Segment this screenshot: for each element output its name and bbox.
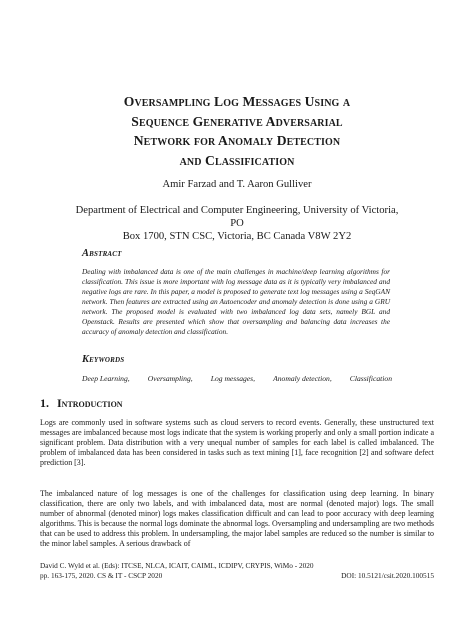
authors: Amir Farzad and T. Aaron Gulliver xyxy=(162,179,312,190)
keywords-heading: Keywords xyxy=(82,354,125,365)
keyword: Anomaly detection, xyxy=(273,374,332,383)
section-number: 1. xyxy=(40,396,49,410)
title-line: Oversampling Log Messages Using a xyxy=(123,94,351,109)
title-line: Network for Anomaly Detection xyxy=(133,133,341,148)
keyword: Deep Learning, xyxy=(82,374,130,383)
body-paragraph: Logs are commonly used in software systems such as cloud servers to record events. Generally, these unstructured text messages are imbalanced because most logs indicate that the system is working properly and only a small portion indicate a significant problem. Data distribution with a very unequal number of samples for each label is called imbalanced. The problem of imbalanced data has been considered in tasks such as text mining [1], face recognition [2] and software defect prediction [3]. xyxy=(40,418,434,468)
title-line: and Classification xyxy=(179,152,295,168)
footer-proceedings: David C. Wyld et al. (Eds): ITCSE, NLCA, ICAIT, CAIML, ICDIPV, CRYPIS, WiMo - 2020 xyxy=(40,561,314,570)
body-paragraph: The imbalanced nature of log messages is one of the challenges for classification using deep learning. In binary classification, there are only two labels, and with imbalanced data, most are normal (denoted major) logs. The small number of abnormal (denoted minor) logs makes classification difficult and can lead to poor accuracy with deep learning algorithms. This is because the normal logs dominate the abnormal logs. Oversampling and undersampling are two methods that can be used to address this problem. In undersampling, the major label samples are reduced so the number is similar to the minor label samples. A serious drawback of xyxy=(40,489,435,549)
abstract-text: Dealing with imbalanced data is one of the main challenges in machine/deep learning algorithms for classification. This issue is more important with log message data as it is typically very imbalanced and negative logs are rare. In this paper, a model is proposed to generate text log messages using a SeqGAN network. Then features are extracted using an Autoencoder and anomaly detection is done using a GRU network. The proposed model is evaluated with two imbalanced log data sets, namely BGL and Openstack. Results are presented which show that oversampling and balancing data increases the accuracy of anomaly detection and classification. xyxy=(82,267,390,337)
paper-title xyxy=(40,92,434,170)
footer-pages: pp. 163-175, 2020. CS & IT - CSCP 2020 xyxy=(40,570,163,580)
title-line: Sequence Generative Adversarial xyxy=(131,113,343,129)
keyword: Classification xyxy=(349,374,392,383)
keyword: Log messages, xyxy=(210,374,256,383)
page-footer xyxy=(40,561,434,580)
section-title: Introduction xyxy=(57,396,123,410)
keyword: Oversampling, xyxy=(147,374,193,383)
section-heading xyxy=(40,396,123,411)
affiliation xyxy=(70,204,404,243)
footer-doi: DOI: 10.5121/csit.2020.100515 xyxy=(341,570,434,580)
abstract-heading: Abstract xyxy=(82,248,122,259)
affiliation-line: Department of Electrical and Computer Engineering, University of Victoria, PO xyxy=(75,205,399,229)
affiliation-line: Box 1700, STN CSC, Victoria, BC Canada V8W 2Y2 xyxy=(122,231,352,242)
keywords-list xyxy=(82,374,392,383)
